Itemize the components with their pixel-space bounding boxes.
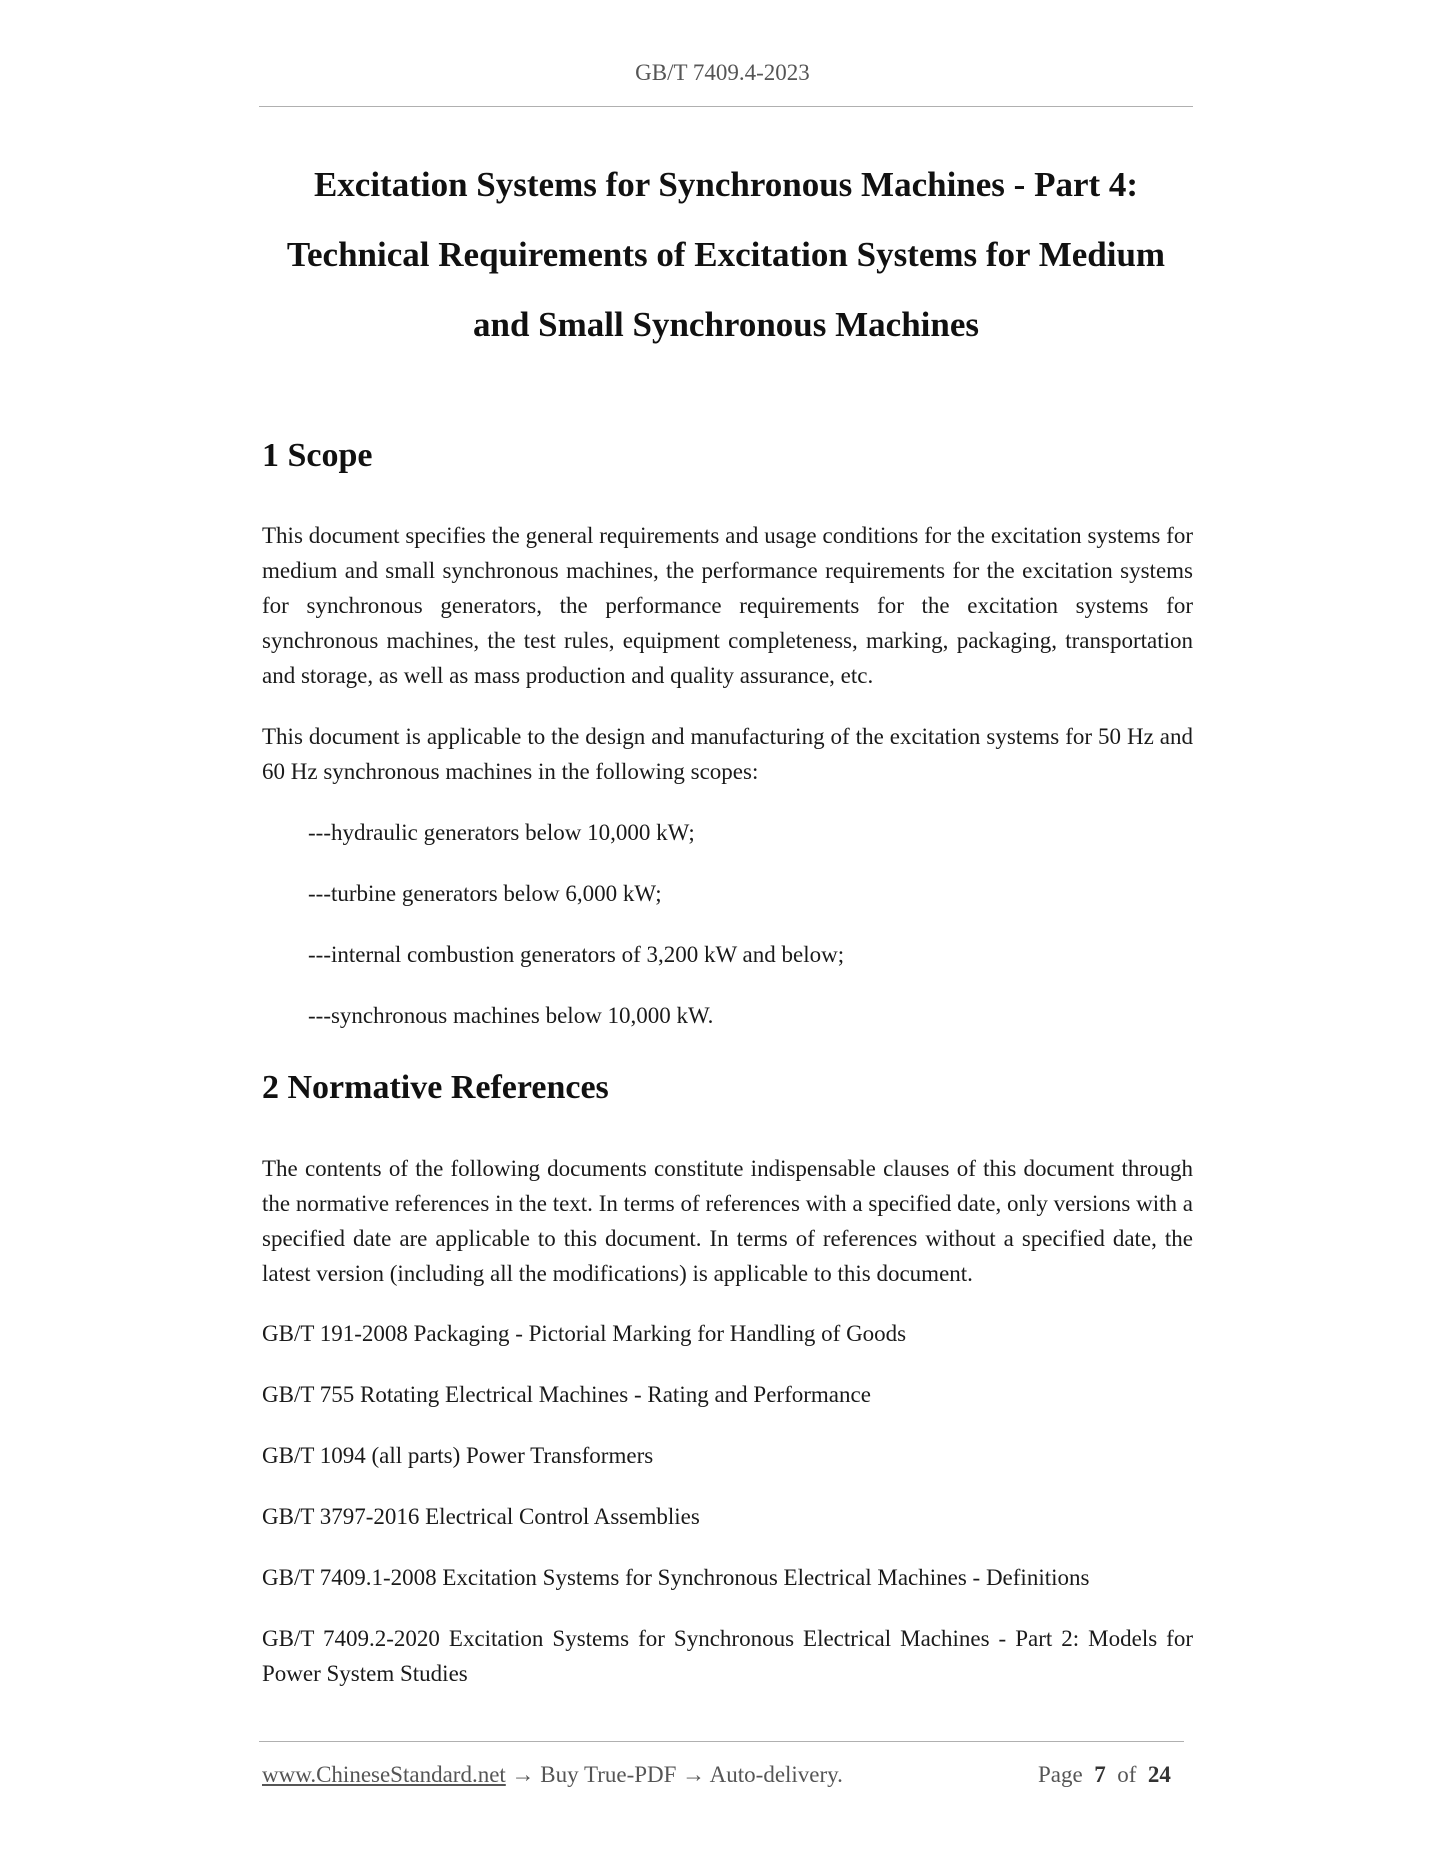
reference-item: GB/T 191-2008 Packaging - Pictorial Marking for Handling of Goods [262,1321,907,1346]
document-title [259,150,1193,360]
scope-list-item: ---synchronous machines below 10,000 kW. [308,1003,714,1028]
reference-item: GB/T 7409.2-2020 Excitation Systems for Synchronous Electrical Machines - Part 2: Models for Power System Studies [262,1626,1193,1686]
footer-divider [259,1741,1184,1742]
scope-paragraph-1: This document specifies the general requirements and usage conditions for the excitation systems for medium and small synchronous machines, the performance requirements for the excitation systems for synchronous generators, the performance requirements for the excitation systems for synchronous machines, the test rules, equipment completeness, marking, packaging, transportation and storage, as well as mass production and quality assurance, etc. [262,523,1193,688]
title-line-1: Excitation Systems for Synchronous Machines - Part 4: [313,165,1139,204]
footer-tagline: → Buy True-PDF → Auto-delivery. [505,1762,843,1787]
reference-item: GB/T 755 Rotating Electrical Machines - Rating and Performance [262,1382,871,1407]
scope-paragraph-2: This document is applicable to the design and manufacturing of the excitation systems for 50 Hz and 60 Hz synchronous machines in the following scopes: [262,724,1193,784]
references-intro-container [262,1151,1193,1291]
page-header-code: GB/T 7409.4-2023 [635,60,810,85]
scope-list-item: ---internal combustion generators of 3,200 kW and below; [308,942,845,967]
scope-list-item: ---hydraulic generators below 10,000 kW; [308,820,695,845]
title-line-2: Technical Requirements of Excitation Systems for Medium [286,235,1166,274]
scope-paragraph-1-container [262,518,1193,693]
site-link[interactable]: www.ChineseStandard.net [262,1762,506,1787]
references-intro-paragraph: The contents of the following documents constitute indispensable clauses of this document through the normative references in the text. In terms of references with a specified date, only versions with a specified date are applicable to this document. In terms of references without a specified date, the latest version (including all the modifications) is applicable to this document. [262,1156,1193,1286]
header-divider [259,106,1193,107]
footer-promo [262,1762,843,1788]
page-label: Page [1038,1762,1083,1787]
reference-item: GB/T 1094 (all parts) Power Transformers [262,1443,654,1468]
page-of-label: of [1117,1762,1137,1787]
reference-item: GB/T 3797-2016 Electrical Control Assemblies [262,1504,700,1529]
current-page-number: 7 [1094,1762,1106,1787]
total-pages: 24 [1147,1762,1171,1787]
section-heading-normative-references: 2 Normative References [262,1069,609,1106]
title-line-3: and Small Synchronous Machines [472,305,979,344]
scope-paragraph-2-container [262,719,1193,789]
section-heading-scope: 1 Scope [262,437,373,474]
scope-list-item: ---turbine generators below 6,000 kW; [308,881,662,906]
page-indicator [1038,1762,1171,1788]
reference-item: GB/T 7409.1-2008 Excitation Systems for Synchronous Electrical Machines - Definitions [262,1565,1090,1590]
